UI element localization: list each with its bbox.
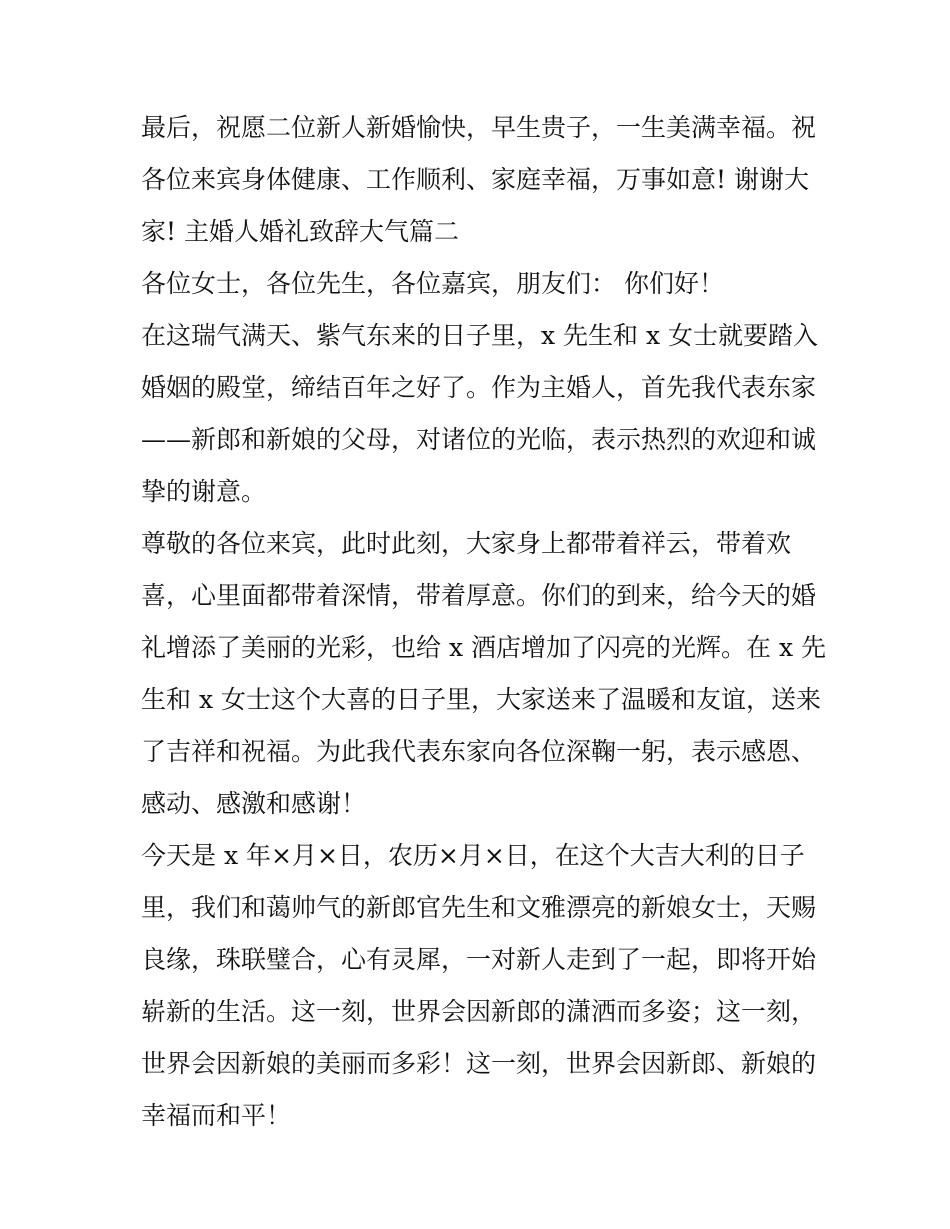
text-line: 生和 x 女士这个大喜的日子里，大家送来了温暖和友谊，送来	[141, 685, 821, 714]
text-line: 礼增添了美丽的光彩，也给 x 酒店增加了闪亮的光辉。在 x 先	[141, 633, 826, 662]
text-line: 喜，心里面都带着深情，带着厚意。你们的到来，给今天的婚	[141, 581, 817, 610]
text-line: 里，我们和蔼帅气的新郎官先生和文雅漂亮的新娘女士，天赐	[141, 893, 817, 922]
text-line: 各位女士，各位先生，各位嘉宾，朋友们： 你们好！	[141, 269, 724, 298]
text-line: 各位来宾身体健康、工作顺利、家庭幸福，万事如意! 谢谢大	[141, 165, 809, 194]
text-line: ——新郎和新娘的父母，对诸位的光临，表示热烈的欢迎和诚	[141, 425, 817, 454]
text-line: 家! 主婚人婚礼致辞大气篇二	[141, 217, 459, 246]
text-line: 挚的谢意。	[141, 477, 267, 506]
text-line: 感动、感激和感谢！	[141, 789, 367, 818]
text-line: 婚姻的殿堂，缔结百年之好了。作为主婚人，首先我代表东家	[141, 373, 817, 402]
document-body	[141, 102, 826, 1142]
text-line: 今天是 x 年×月×日，农历×月×日，在这个大吉大利的日子	[141, 841, 805, 870]
text-line: 崭新的生活。这一刻，世界会因新郎的潇洒而多姿；这一刻，	[141, 997, 817, 1026]
text-line: 良缘，珠联璧合，心有灵犀，一对新人走到了一起，即将开始	[141, 945, 817, 974]
text-line: 在这瑞气满天、紫气东来的日子里，x 先生和 x 女士就要踏入	[141, 321, 819, 350]
text-line: 世界会因新娘的美丽而多彩！这一刻，世界会因新郎、新娘的	[141, 1049, 817, 1078]
text-line: 幸福而和平！	[141, 1101, 292, 1130]
text-line: 了吉祥和祝福。为此我代表东家向各位深鞠一躬，表示感恩、	[141, 737, 817, 766]
text-line: 尊敬的各位来宾，此时此刻，大家身上都带着祥云，带着欢	[141, 529, 792, 558]
text-line: 最后，祝愿二位新人新婚愉快，早生贵子，一生美满幸福。祝	[141, 113, 817, 142]
